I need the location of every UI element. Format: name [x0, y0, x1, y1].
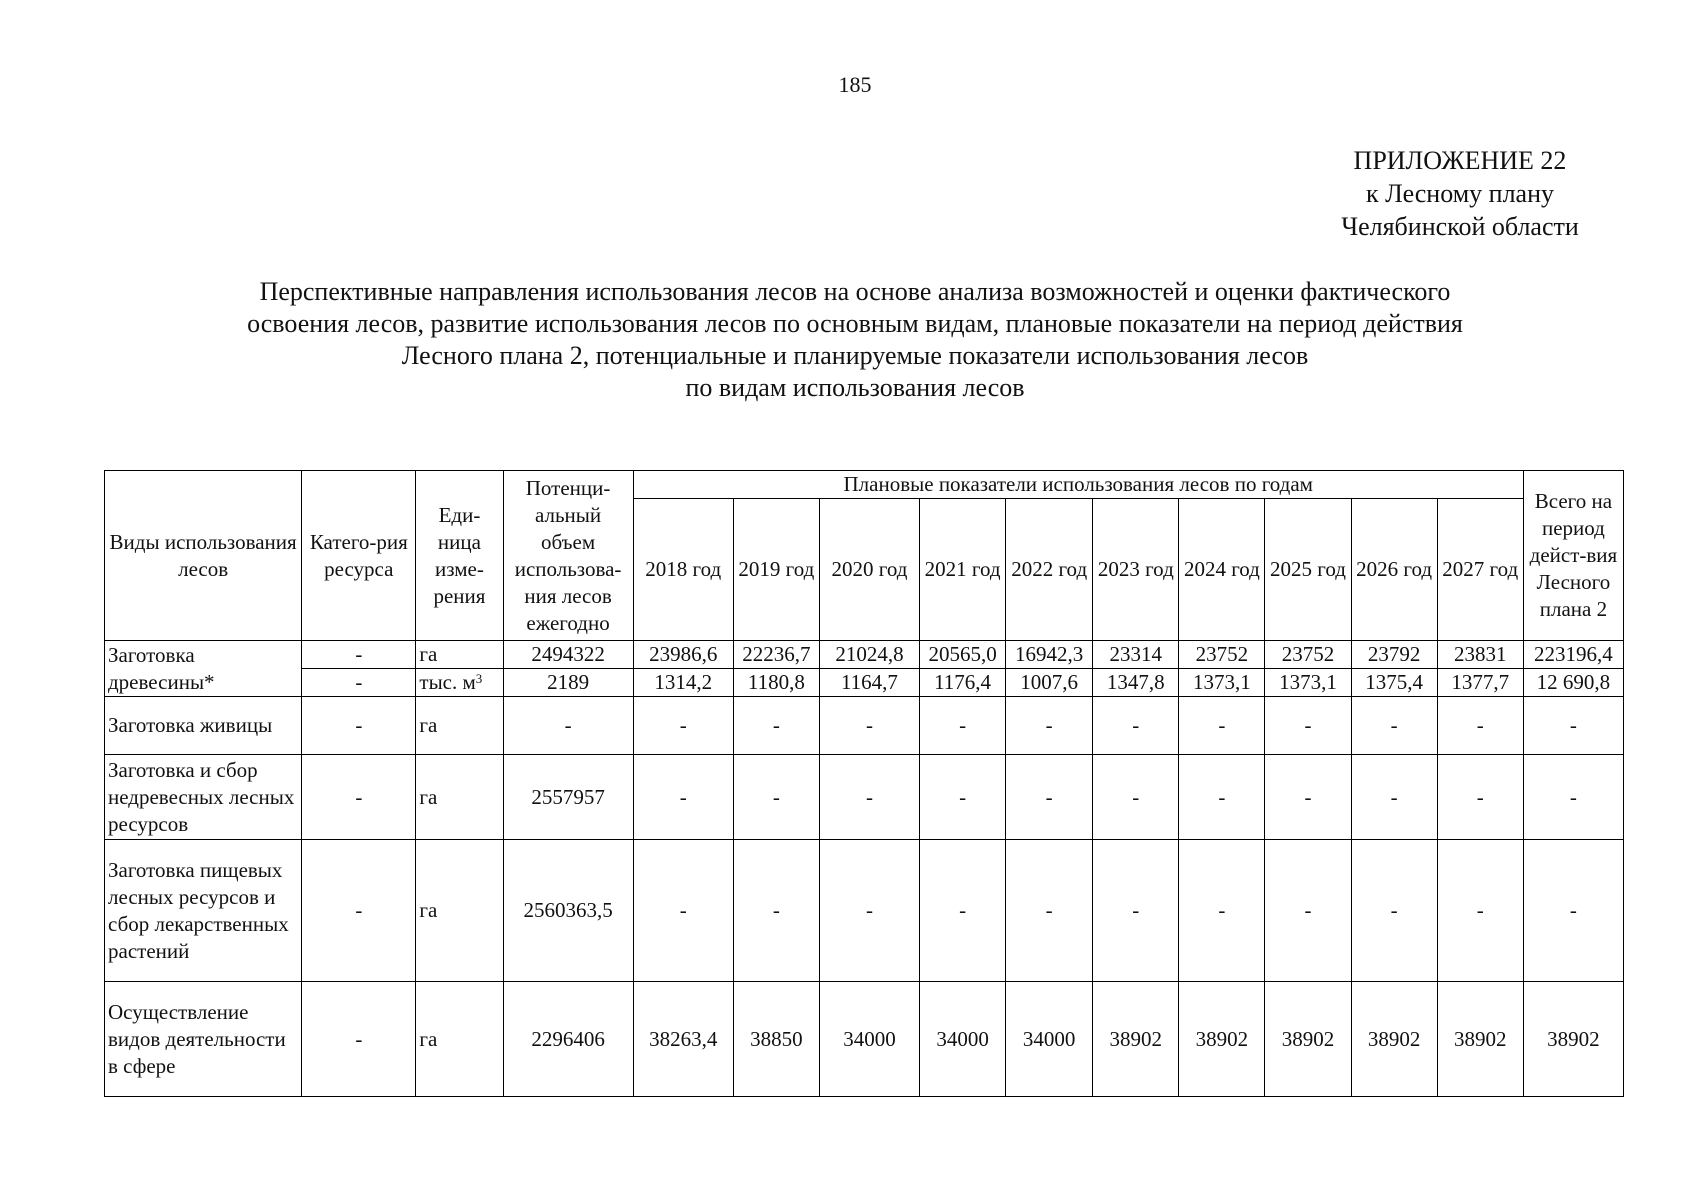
cell-year-value: 23831	[1437, 641, 1523, 669]
title-line-1: Перспективные направления использования лесов на основе анализа возможностей и оценки фактического	[259, 277, 1451, 306]
cell-year-value: -	[1351, 840, 1437, 982]
cell-year-value: 1375,4	[1351, 669, 1437, 697]
cell-year-value: -	[1093, 755, 1179, 840]
cell-potential: 2560363,5	[503, 840, 633, 982]
header-year: 2027 год	[1437, 499, 1523, 641]
header-category: Катего-рия ресурса	[302, 471, 416, 641]
cell-category: -	[302, 982, 416, 1097]
cell-year-value: 38263,4	[633, 982, 733, 1097]
table-row	[105, 697, 1624, 755]
cell-year-value: -	[1006, 840, 1093, 982]
cell-year-value: 23752	[1179, 641, 1265, 669]
cell-year-value: -	[920, 755, 1006, 840]
header-year: 2022 год	[1006, 499, 1093, 641]
cell-year-value: 16942,3	[1006, 641, 1093, 669]
cell-year-value: 1164,7	[819, 669, 919, 697]
cell-year-value: -	[733, 840, 819, 982]
cell-potential: 2494322	[503, 641, 633, 669]
cell-total: -	[1523, 755, 1623, 840]
cell-year-value: -	[1093, 697, 1179, 755]
forest-use-plan-table	[104, 470, 1624, 1097]
cell-year-value: -	[1179, 755, 1265, 840]
cell-year-value: 38902	[1093, 982, 1179, 1097]
header-type: Виды использования лесов	[105, 471, 302, 641]
header-planned-group: Плановые показатели использования лесов по годам	[633, 471, 1523, 499]
cell-potential: -	[503, 697, 633, 755]
cell-category: -	[302, 641, 416, 669]
cell-category: -	[302, 669, 416, 697]
cell-category: -	[302, 697, 416, 755]
header-year: 2019 год	[733, 499, 819, 641]
title-line-4: по видам использования лесов	[685, 373, 1025, 402]
cell-year-value: 1377,7	[1437, 669, 1523, 697]
cell-category: -	[302, 840, 416, 982]
cell-year-value: 1373,1	[1179, 669, 1265, 697]
header-year: 2026 год	[1351, 499, 1437, 641]
cell-year-value: 38902	[1265, 982, 1351, 1097]
table-row	[105, 982, 1624, 1097]
cell-year-value: 23792	[1351, 641, 1437, 669]
cell-year-value: -	[1437, 697, 1523, 755]
cell-year-value: -	[1006, 755, 1093, 840]
unit-text: тыс. м	[419, 670, 476, 694]
cell-total: 38902	[1523, 982, 1623, 1097]
cell-year-value: -	[819, 840, 919, 982]
cell-unit: га	[416, 840, 503, 982]
header-year: 2020 год	[819, 499, 919, 641]
header-year: 2018 год	[633, 499, 733, 641]
cell-year-value: 23986,6	[633, 641, 733, 669]
cell-potential: 2189	[503, 669, 633, 697]
cell-total: -	[1523, 840, 1623, 982]
cell-total: 223196,4	[1523, 641, 1623, 669]
cell-year-value: 38850	[733, 982, 819, 1097]
cell-year-value: -	[733, 755, 819, 840]
header-potential: Потенци-альный объем использова-ния лесов ежегодно	[503, 471, 633, 641]
cell-year-value: 21024,8	[819, 641, 919, 669]
cell-year-value: -	[819, 755, 919, 840]
cell-year-value: -	[920, 840, 1006, 982]
cell-year-value: -	[633, 697, 733, 755]
appendix-line-3: Челябинской области	[1341, 212, 1579, 241]
appendix-line-2: к Лесному плану	[1365, 179, 1555, 208]
cell-unit: га	[416, 755, 503, 840]
cell-unit: га	[416, 982, 503, 1097]
header-year: 2023 год	[1093, 499, 1179, 641]
table-row	[105, 840, 1624, 982]
cell-year-value: -	[1179, 697, 1265, 755]
title-line-3: Лесного плана 2, потенциальные и планируемые показатели использования лесов	[401, 341, 1309, 370]
document-title	[140, 276, 1570, 404]
cell-year-value: -	[633, 840, 733, 982]
header-total: Всего на период дейст-вия Лесного плана 2	[1523, 471, 1623, 641]
cell-potential: 2557957	[503, 755, 633, 840]
cell-year-value: -	[920, 697, 1006, 755]
cell-total: -	[1523, 697, 1623, 755]
row-name: Осуществление видов деятельности в сфере	[105, 982, 302, 1097]
table-row	[105, 641, 1624, 669]
cell-year-value: 23752	[1265, 641, 1351, 669]
header-unit: Еди-ница изме-рения	[416, 471, 503, 641]
cell-potential: 2296406	[503, 982, 633, 1097]
cell-year-value: 1007,6	[1006, 669, 1093, 697]
cell-year-value: 1347,8	[1093, 669, 1179, 697]
title-line-2: освоения лесов, развитие использования лесов по основным видам, плановые показатели на период действия	[247, 309, 1463, 338]
cell-year-value: 34000	[819, 982, 919, 1097]
cell-year-value: -	[1351, 697, 1437, 755]
cell-year-value: 1373,1	[1265, 669, 1351, 697]
cell-year-value: -	[1351, 755, 1437, 840]
header-year: 2021 год	[920, 499, 1006, 641]
cell-year-value: -	[1265, 840, 1351, 982]
row-name: Заготовка живицы	[105, 697, 302, 755]
row-name: Заготовка и сбор недревесных лесных ресурсов	[105, 755, 302, 840]
cell-year-value: -	[1179, 840, 1265, 982]
cell-unit: га	[416, 641, 503, 669]
cell-year-value: 34000	[920, 982, 1006, 1097]
cell-year-value: 38902	[1437, 982, 1523, 1097]
cell-year-value: -	[819, 697, 919, 755]
cell-category: -	[302, 755, 416, 840]
header-year: 2024 год	[1179, 499, 1265, 641]
row-name: Заготовка пищевых лесных ресурсов и сбор лекарственных растений	[105, 840, 302, 982]
page-number: 185	[838, 72, 872, 97]
cell-year-value: 1176,4	[920, 669, 1006, 697]
unit-superscript: 3	[475, 671, 483, 686]
cell-year-value: 22236,7	[733, 641, 819, 669]
cell-year-value: -	[1437, 840, 1523, 982]
table-row	[105, 755, 1624, 840]
row-name: Заготовка древесины*	[105, 641, 302, 697]
cell-year-value: -	[1437, 755, 1523, 840]
cell-year-value: -	[733, 697, 819, 755]
cell-unit: га	[416, 697, 503, 755]
cell-year-value: 38902	[1351, 982, 1437, 1097]
header-year: 2025 год	[1265, 499, 1351, 641]
table-row	[105, 669, 1624, 697]
cell-total: 12 690,8	[1523, 669, 1623, 697]
cell-year-value: 1180,8	[733, 669, 819, 697]
cell-year-value: 34000	[1006, 982, 1093, 1097]
cell-year-value: -	[1265, 697, 1351, 755]
cell-unit	[416, 669, 503, 697]
cell-year-value: 20565,0	[920, 641, 1006, 669]
cell-year-value: -	[1006, 697, 1093, 755]
cell-year-value: 23314	[1093, 641, 1179, 669]
cell-year-value: 1314,2	[633, 669, 733, 697]
appendix-header	[1260, 144, 1660, 243]
cell-year-value: -	[633, 755, 733, 840]
cell-year-value: 38902	[1179, 982, 1265, 1097]
cell-year-value: -	[1093, 840, 1179, 982]
appendix-line-1: ПРИЛОЖЕНИЕ 22	[1353, 146, 1567, 175]
cell-year-value: -	[1265, 755, 1351, 840]
